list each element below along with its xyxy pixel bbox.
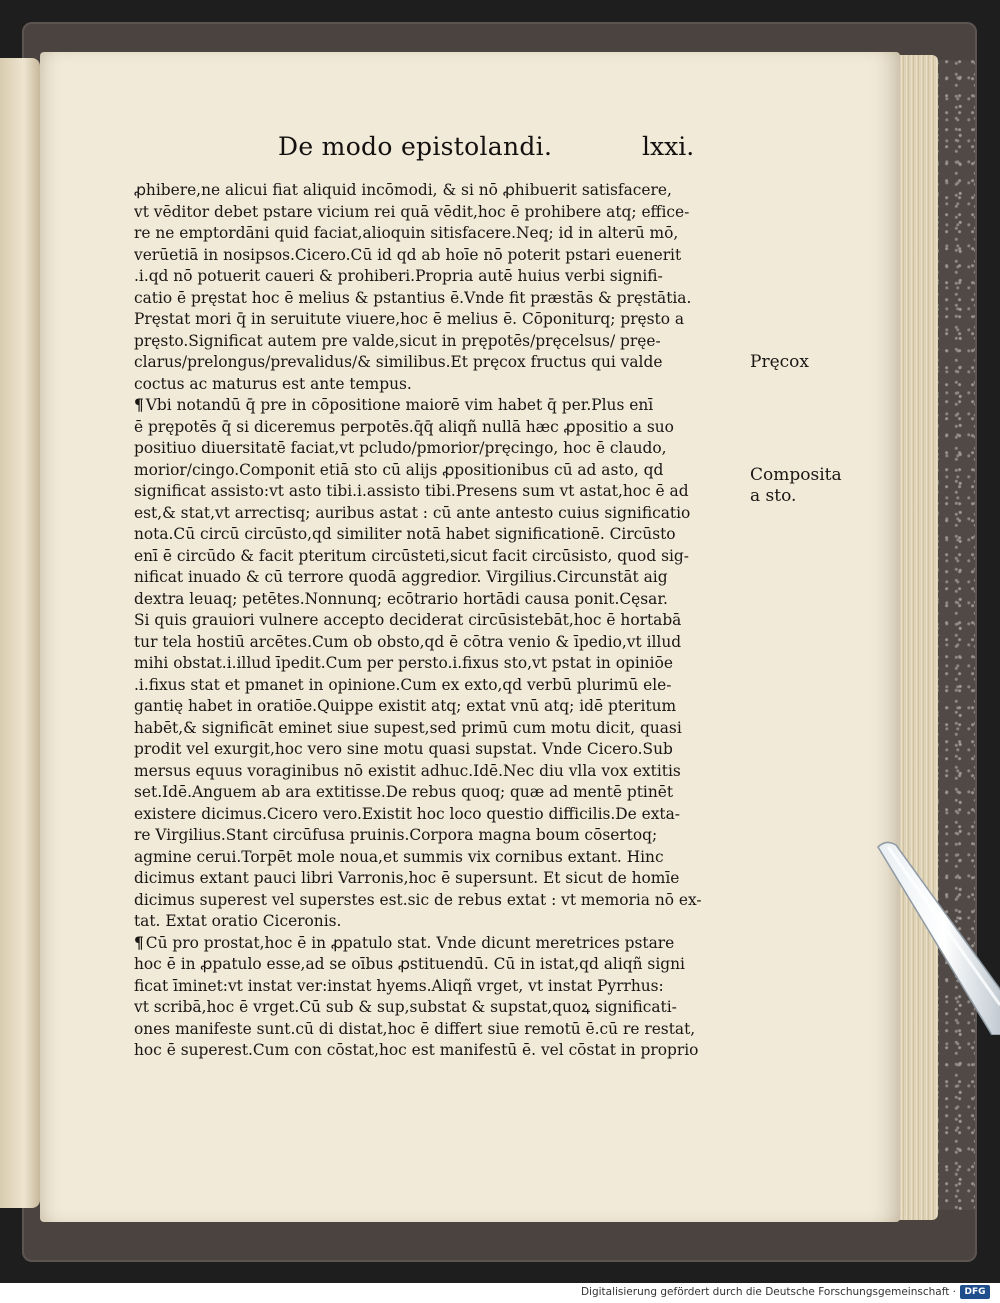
text-line: Si quis grauiori vulnere accepto deciderat circūsistebāt,hoc ē hortabā	[134, 611, 682, 629]
text-line: existere dicimus.Cicero vero.Existit hoc loco questio difficilis.De exta-	[134, 804, 680, 823]
text-line: positiuo diuersitatē faciat,vt pcludo/pmorior/pręcingo, hoc ē claudo,	[134, 439, 667, 457]
text-line: mihi obstat.i.illud īpedit.Cum per persto.i.fixus sto,vt pstat in opiniōe	[134, 654, 673, 672]
text-line: habēt,& significāt eminet siue supest,sed primū cum motu dicit, quasi	[134, 718, 682, 737]
text-line: ficat īminet:vt instat ver:instat hyems.Aliqñ vrget, vt instat Pyrrhus:	[134, 976, 664, 995]
text-line: gantię habet in oratiōe.Quippe existit atq; extat vnū atq; idē pteritum	[134, 697, 677, 715]
folio-number: lxxi.	[642, 132, 695, 161]
text-line: ꝓhibere,ne alicui fiat aliquid incōmodi, & si nō ꝓhibuerit satisfacere,	[134, 181, 672, 199]
pointer-highlight	[888, 847, 1000, 1005]
running-head-title: De modo epistolandi.	[278, 132, 553, 161]
text-line: Cū pro prostat,hoc ē in ꝓpatulo stat. Vnde dicunt meretrices pstare	[145, 933, 675, 952]
text-line: .i.qd nō potuerit caueri & prohiberi.Propria autē huius verbi signifi-	[134, 267, 663, 285]
text-line: Vbi notandū q̄ pre in cōpositione maiorē vim habet q̄ per.Plus enī	[145, 396, 654, 414]
text-line: mersus equus voraginibus nō existit adhuc.Idē.Nec diu vlla vox extitis	[134, 761, 681, 780]
text-line: dicimus extant pauci libri Varronis,hoc ē supersunt. Et sicut de homīe	[134, 869, 680, 887]
text-line: pręsto.Significat autem pre valde,sicut in prępotēs/pręcelsus/ pręe-	[134, 331, 661, 350]
paragraph-mark: ¶	[134, 933, 144, 952]
marginal-note-text: Pręcox	[750, 352, 809, 372]
text-line: ē prępotēs q̄ si diceremus perpotēs.q̄q̄ aliqñ nullā hæc ꝓpositio a suo	[134, 417, 674, 436]
paragraph-line	[134, 395, 734, 417]
text-line: enī ē circūdo & facit pteritum circūsteti,sicut facit circūsisto, quod sig-	[134, 546, 689, 565]
text-line: prodit vel exurgit,hoc vero sine motu quasi supstat. Vnde Cicero.Sub	[134, 740, 673, 758]
text-line: catio ē pręstat hoc ē melius & pstantius ē.Vnde fit præstās & pręstātia.	[134, 288, 692, 307]
text-line: est,& stat,vt arrectisq; auribus astat : cū ante antesto cuius significatio	[134, 503, 691, 522]
text-line: Pręstat mori q̄ in seruitute viuere,hoc ē melius ē. Cōponiturq; pręsto a	[134, 310, 685, 328]
text-line: agmine cerui.Torpēt mole noua,et summis vix cornibus extant. Hinc	[134, 847, 664, 866]
text-line: re Virgilius.Stant circūfusa pruinis.Corpora magna boum cōsertoq;	[134, 826, 658, 844]
funding-credit: Digitalisierung gefördert durch die Deutsche Forschungsgemeinschaft ·	[580, 1286, 956, 1298]
marginal-note-text: a sto.	[750, 486, 797, 506]
text-line: morior/cingo.Componit etiā sto cū alijs ꝓpositionibus cū ad asto, qd	[134, 460, 664, 479]
text-line: vt vēditor debet pstare vicium rei quā vēdit,hoc ē prohibere atq; effice-	[134, 202, 690, 221]
text-line: dextra leuaq; petētes.Nonnunq; ecōtrario hortādi causa ponit.Cęsar.	[134, 589, 668, 608]
text-line: dicimus superest vel superstes est.sic de rebus extat : vt memoria nō ex-	[134, 890, 702, 909]
paragraph-line	[134, 933, 734, 955]
marginal-note-precox	[750, 352, 870, 373]
text-line: vt scribā,hoc ē vrget.Cū sub & sup,substat & supstat,quoꝝ significati-	[134, 998, 677, 1016]
text-line: nificat inuado & cū terrore quodā aggredior. Virgilius.Circunstāt aig	[134, 568, 668, 586]
pointer-rod	[878, 842, 1000, 1035]
text-line: tur tela hostiū arcētes.Cum ob obsto,qd ē cōtra venio & īpedio,vt illud	[134, 632, 682, 651]
text-line: .i.fixus stat et pmanet in opinione.Cum ex exto,qd verbū plurimū ele-	[134, 675, 672, 694]
text-line: ones manifeste sunt.cū di distat,hoc ē differt siue remotū ē.cū re restat,	[134, 1019, 696, 1038]
page-weight-pointer	[860, 835, 1000, 1035]
text-line: verūetiā in nosipsos.Cicero.Cū id qd ab hoīe nō poterit pstari euenerit	[134, 245, 682, 264]
text-line: hoc ē superest.Cum con cōstat,hoc est manifestū ē. vel cōstat in proprio	[134, 1041, 699, 1059]
paragraph-mark: ¶	[134, 396, 144, 414]
text-line: clarus/prelongus/prevalidus/& similibus.Et pręcox fructus qui valde	[134, 353, 663, 371]
text-line: nota.Cū circū circūsto,qd similiter notā habet significationē. Circūsto	[134, 525, 676, 543]
text-line: tat. Extat oratio Ciceronis.	[134, 912, 342, 930]
text-line: re ne emptordāni quid faciat,alioquin sitisfacere.Neq; id in alterū mō,	[134, 224, 679, 242]
marginal-note-text: Composita	[750, 465, 842, 485]
marginal-note-composita	[750, 465, 870, 507]
text-line: set.Idē.Anguem ab ara extitisse.De rebus quoq; quæ ad mentē ptinēt	[134, 783, 674, 801]
facing-page-edge	[0, 58, 40, 1208]
dfg-logo: DFG	[960, 1285, 990, 1299]
text-line: hoc ē in ꝓpatulo esse,ad se oībus ꝓstituendū. Cū in istat,qd aliqñ signi	[134, 955, 685, 973]
text-line: significat assisto:vt asto tibi.i.assisto tibi.Presens sum vt astat,hoc ē ad	[134, 482, 689, 500]
running-head	[270, 132, 720, 172]
main-text-block	[134, 180, 734, 1062]
text-line: coctus ac maturus est ante tempus.	[134, 374, 412, 393]
